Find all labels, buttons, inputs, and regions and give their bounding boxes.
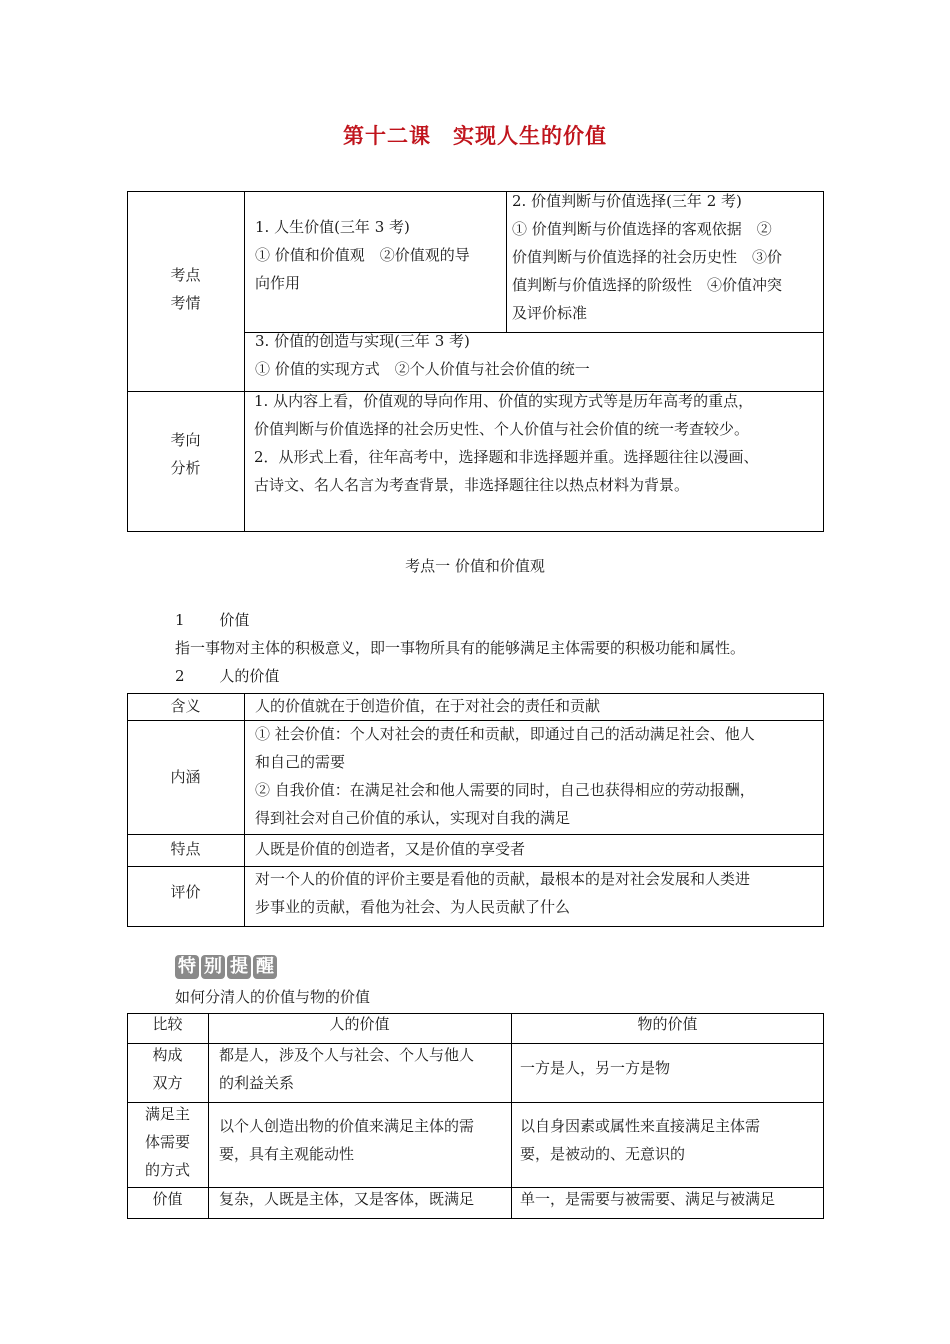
human-value-table (127, 693, 824, 927)
header-thing-value: 物的价值 (637, 1015, 698, 1033)
row-label-value: 价值 (152, 1190, 183, 1208)
section-title: 考点一 价值和价值观 (405, 557, 545, 575)
overview-table (127, 191, 824, 532)
reminder-char: 提 (227, 955, 251, 979)
page-title: 第十二课 实现人生的价值 (343, 123, 607, 148)
row-label-connotation: 内涵 (170, 768, 201, 786)
overview-row1-label: 考点 考情 (170, 266, 201, 312)
special-reminder-badge (175, 955, 279, 979)
row-label-evaluation: 评价 (170, 883, 201, 901)
row-label-feature: 特点 (170, 840, 201, 858)
reminder-char: 醒 (253, 955, 277, 979)
row-content-evaluation: 对一个人的价值的评价主要是看他的贡献，最根本的是对社会发展和人类进 步事业的贡献，看他为社会、为人民贡献了什么 (255, 870, 751, 916)
reminder-subtitle: 如何分清人的价值与物的价值 (175, 988, 371, 1006)
row-content-connotation: ① 社会价值：个人对社会的责任和贡献，即通过自己的活动满足社会、他人 和自己的需要 ② 自我价值：在满足社会和他人需要的同时，自己也获得相应的劳动报酬， 得到社会对自己价值的承认，实现对自我的满足 (255, 725, 755, 827)
header-human-value: 人的价值 (329, 1015, 390, 1033)
satisfy-method-human: 以个人创造出物的价值来满足主体的需 要，具有主观能动性 (219, 1117, 475, 1163)
row-content-feature: 人既是价值的创造者，又是价值的享受者 (255, 840, 526, 858)
satisfy-method-thing: 以自身因素或属性来直接满足主体需 要，是被动的、无意识的 (520, 1117, 761, 1163)
reminder-char: 特 (175, 955, 199, 979)
row-label-meaning: 含义 (170, 697, 201, 715)
item2-heading: 2 人的价值 (175, 667, 280, 685)
comparison-table (127, 1013, 824, 1219)
overview-topic1: 1. 人生价值(三年 3 考) ① 价值和价值观 ②价值观的导 向作用 (255, 218, 470, 292)
overview-analysis: 1. 从内容上看，价值观的导向作用、价值的实现方式等是历年高考的重点， 价值判断与价值选择的社会历史性、个人价值与社会价值的统一考查较少。 2．从形式上看，往年高考中，选择题和非选择题并重。选择题往往以漫画、 古诗文、名人名言为考查背景，非选择题往往以热点材料为背景。 (254, 392, 759, 494)
reminder-char: 别 (201, 955, 225, 979)
overview-topic2: 2. 价值判断与价值选择(三年 2 考) ① 价值判断与价值选择的客观依据 ② 价值判断与价值选择的社会历史性 ③价 值判断与价值选择的阶级性 ④价值冲突 及评价标准 (512, 192, 783, 322)
item1-heading: 1 价值 (175, 611, 250, 629)
row-content-meaning: 人的价值就在于创造价值，在于对社会的责任和贡献 (255, 697, 601, 715)
overview-row2-label: 考向 分析 (170, 431, 201, 477)
header-compare: 比较 (152, 1015, 183, 1033)
value-human: 复杂，人既是主体，又是客体，既满足 (219, 1190, 475, 1208)
composition-thing: 一方是人，另一方是物 (520, 1059, 671, 1077)
row-label-composition: 构成 双方 (152, 1046, 183, 1092)
overview-topic3: 3. 价值的创造与实现(三年 3 考) ① 价值的实现方式 ②个人价值与社会价值的统一 (255, 332, 590, 378)
row-label-satisfy-method: 满足主 体需要 的方式 (144, 1105, 190, 1179)
item1-description: 指一事物对主体的积极意义，即一事物所具有的能够满足主体需要的积极功能和属性。 (175, 639, 746, 657)
composition-human: 都是人，涉及个人与社会、个人与他人 的利益关系 (219, 1046, 475, 1092)
value-thing: 单一，是需要与被需要、满足与被满足 (520, 1190, 776, 1208)
